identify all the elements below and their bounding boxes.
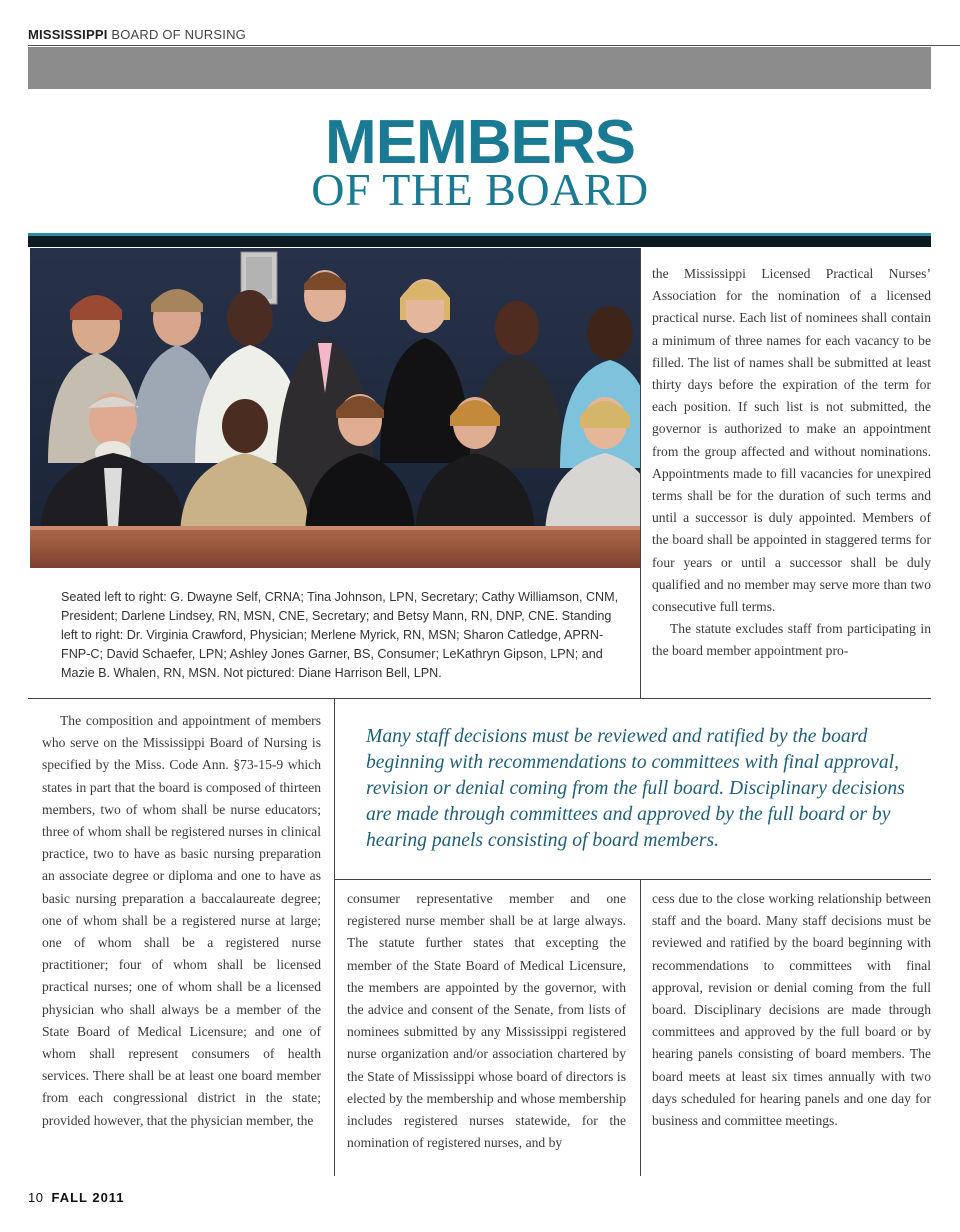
header-org-bold: MISSISSIPPI: [28, 27, 108, 42]
left-column: [42, 710, 321, 1132]
page-footer: [28, 1190, 125, 1205]
board-group-photo: [30, 248, 640, 568]
right-top-column: [652, 263, 931, 663]
column-rule: [640, 248, 641, 698]
pull-quote-rule: [334, 879, 931, 880]
issue-label: FALL 2011: [51, 1190, 125, 1205]
middle-paragraph-1: consumer representative member and one registered nurse member shall be at large always. The statute further states that excepting the member of the State Board of Medical Licensure, the members are appointed by the governor, with the advice and consent of the Senate, from lists of nominees submitted by any Mississippi registered nurse organization and/or association chartered by the State of Mississippi whose board of directors is elected by the membership and whose membership includes registered nurses statewide, for the nomination of registered nurses, and by: [347, 891, 626, 1151]
page-number: 10: [28, 1190, 44, 1205]
right-top-paragraph-1: the Mississippi Licensed Practical Nurses’ Association for the nomination of a licensed practical nurse. Each list of nominees shall contain a minimum of three names for each vacancy to be filled. The list of names shall be submitted at least thirty days before the expiration of the term for each position. If such list is not submitted, the governor is authorized to make an appointment from the group affected and without nominations. Appointments made to fill vacancies for unexpired terms shall be for the duration of such terms and until a successor is duly appointed. Members of the board shall be appointed in staggered terms for four years or until a successor shall be duly qualified and no member may serve more than two consecutive full terms.: [652, 266, 931, 615]
header-rule: [28, 45, 960, 46]
pull-quote: Many staff decisions must be reviewed and ratified by the board beginning with recommendations to committees with final approval, revision or denial coming from the full board. Disciplinary decisions are made through committees and approved by the full board or by hearing panels consisting of board members.: [366, 726, 905, 851]
title-members: MEMBERS: [325, 108, 635, 177]
title-divider-bar: [28, 233, 931, 247]
right-bottom-column: [652, 888, 931, 1132]
running-header: [28, 27, 246, 42]
header-org-rest: BOARD OF NURSING: [111, 27, 246, 42]
right-top-paragraph-2: The statute excludes staff from participating in the board member appointment pro-: [652, 621, 931, 659]
column-rule: [640, 880, 641, 1176]
middle-column: [347, 888, 626, 1154]
title-of-the-board: OF THE BOARD: [311, 164, 649, 215]
section-rule: [28, 698, 931, 699]
photo-caption: Seated left to right: G. Dwayne Self, CRNA; Tina Johnson, LPN, Secretary; Cathy Williamson, CNM, President; Darlene Lindsey, RN, MSN, CNE, Secretary; and Betsy Mann, RN, DNP, CNE. Standing left to right: Dr. Virginia Crawford, Physician; Merlene Myrick, RN, MSN; Sharon Catledge, APRN-FNP-C; David Schaefer, LPN; Ashley Jones Garner, BS, Consumer; LeKathryn Gipson, LPN; and Mazie B. Whalen, RN, MSN. Not pictured: Diane Harrison Bell, LPN.: [61, 590, 619, 680]
column-rule: [334, 698, 335, 1176]
left-paragraph-1: The composition and appointment of members who serve on the Mississippi Board of Nursing is specified by the Miss. Code Ann. §73-15-9 which states in part that the board is composed of thirteen members, two of whom shall be nurse educators; three of whom shall be registered nurses in clinical practice, two to have as basic nursing preparation an associate degree or diploma and one to have as basic nursing preparation a baccalaureate degree; one of whom shall be a registered nurse at large; one of whom shall be a registered nurse practitioner; four of whom shall be licensed practical nurses; one of whom shall be a licensed physician who shall always be a member of the State Board of Medical Licensure; and one of whom shall represent consumers of health services. There shall be at least one board member from each congressional district in the state; provided however, that the physician member, the: [42, 713, 321, 1128]
group-photo-image: [30, 248, 640, 568]
header-band: [28, 47, 931, 89]
right-bottom-paragraph-1: cess due to the close working relationship between staff and the board. Many staff decisions must be reviewed and ratified by the board beginning with recommendations to committees with final approval, revision or denial coming from the full board. Disciplinary decisions are made through committees and approved by the full board or by hearing panels consisting of board members. The board meets at least six times annually with two days scheduled for hearing panels and one day for business and committee meetings.: [652, 891, 931, 1129]
